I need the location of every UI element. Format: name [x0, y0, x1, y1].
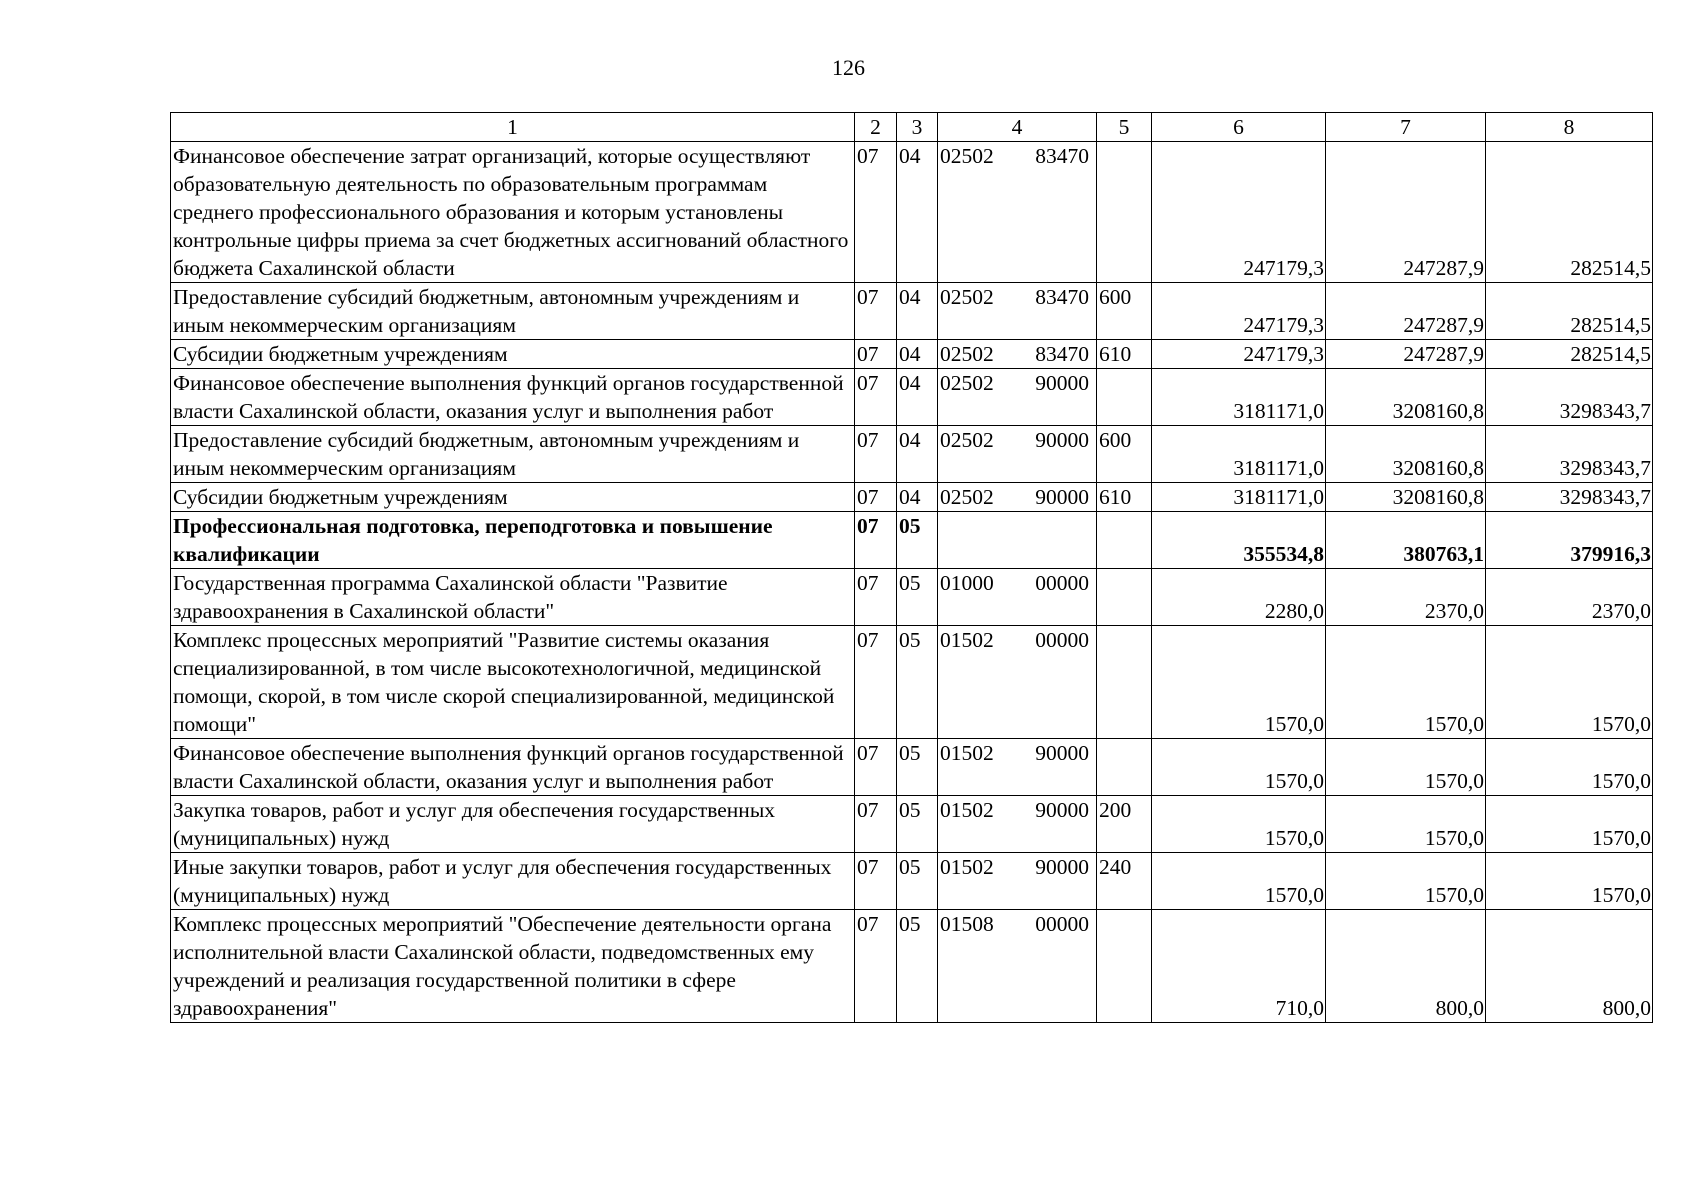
amount-col-8: 1570,0 — [1486, 796, 1653, 853]
target-article-direction: 90000 — [1035, 855, 1089, 879]
page-number: 126 — [832, 55, 865, 80]
amount-col-6: 2280,0 — [1152, 569, 1326, 626]
subsection-code: 05 — [897, 796, 938, 853]
amount-col-8: 282514,5 — [1486, 142, 1653, 283]
amount-col-6: 1570,0 — [1152, 626, 1326, 739]
target-article-code — [938, 853, 1097, 910]
section-code: 07 — [855, 910, 897, 1023]
target-article-code — [938, 626, 1097, 739]
amount-col-8: 1570,0 — [1486, 739, 1653, 796]
row-name: Финансовое обеспечение выполнения функций органов государственной власти Сахалинской области, оказания услуг и выполнения работ — [171, 739, 855, 796]
section-code: 07 — [855, 283, 897, 340]
column-header-5: 5 — [1097, 113, 1152, 142]
table-row — [171, 796, 1653, 853]
row-name: Комплекс процессных мероприятий "Развитие системы оказания специализированной, в том числе высокотехнологичной, медицинской помощи, скорой, в том числе скорой специализированной, медицинской помощи" — [171, 626, 855, 739]
expense-type-code: 600 — [1097, 426, 1152, 483]
table-row — [171, 910, 1653, 1023]
target-article-direction: 90000 — [1035, 741, 1089, 765]
row-name: Закупка товаров, работ и услуг для обеспечения государственных (муниципальных) нужд — [171, 796, 855, 853]
target-article-program: 02502 — [940, 428, 994, 452]
target-article-direction: 83470 — [1035, 285, 1089, 309]
target-article-code — [938, 796, 1097, 853]
column-header-4: 4 — [938, 113, 1097, 142]
subsection-code: 04 — [897, 426, 938, 483]
subsection-code: 05 — [897, 626, 938, 739]
amount-col-6: 3181171,0 — [1152, 426, 1326, 483]
target-article-program: 02502 — [940, 144, 994, 168]
target-article-code — [938, 142, 1097, 283]
section-code: 07 — [855, 512, 897, 569]
section-code: 07 — [855, 739, 897, 796]
amount-col-7: 800,0 — [1326, 910, 1486, 1023]
target-article-program: 02502 — [940, 285, 994, 309]
target-article-program: 01502 — [940, 741, 994, 765]
expense-type-code — [1097, 910, 1152, 1023]
expense-type-code — [1097, 142, 1152, 283]
table-row — [171, 426, 1653, 483]
subsection-code: 05 — [897, 910, 938, 1023]
row-name: Комплекс процессных мероприятий "Обеспечение деятельности органа исполнительной власти Сахалинской области, подведомственных ему учреждений и реализация государственной политики в сфере здравоохранения" — [171, 910, 855, 1023]
expense-type-code — [1097, 626, 1152, 739]
row-name: Финансовое обеспечение затрат организаций, которые осуществляют образовательную деятельность по образовательным программам среднего профессионального образования и которым установлены контрольные цифры приема за счет бюджетных ассигнований областного бюджета Сахалинской области — [171, 142, 855, 283]
target-article-code — [938, 569, 1097, 626]
budget-table — [170, 112, 1653, 1023]
row-name: Государственная программа Сахалинской области "Развитие здравоохранения в Сахалинской области" — [171, 569, 855, 626]
amount-col-8: 800,0 — [1486, 910, 1653, 1023]
table-row — [171, 512, 1653, 569]
amount-col-7: 247287,9 — [1326, 142, 1486, 283]
row-name: Субсидии бюджетным учреждениям — [171, 340, 855, 369]
table-row — [171, 569, 1653, 626]
amount-col-7: 247287,9 — [1326, 283, 1486, 340]
expense-type-code — [1097, 369, 1152, 426]
target-article-program: 02502 — [940, 342, 994, 366]
expense-type-code — [1097, 512, 1152, 569]
subsection-code: 04 — [897, 283, 938, 340]
amount-col-6: 247179,3 — [1152, 340, 1326, 369]
table-row — [171, 369, 1653, 426]
table-row — [171, 483, 1653, 512]
column-header-1: 1 — [171, 113, 855, 142]
target-article-program: 01000 — [940, 571, 994, 595]
column-header-2: 2 — [855, 113, 897, 142]
table-row — [171, 739, 1653, 796]
amount-col-6: 3181171,0 — [1152, 369, 1326, 426]
target-article-direction: 90000 — [1035, 485, 1089, 509]
amount-col-7: 1570,0 — [1326, 626, 1486, 739]
target-article-program: 02502 — [940, 485, 994, 509]
target-article-direction: 00000 — [1035, 912, 1089, 936]
table-header-row — [171, 113, 1653, 142]
row-name: Субсидии бюджетным учреждениям — [171, 483, 855, 512]
table-row — [171, 626, 1653, 739]
amount-col-8: 3298343,7 — [1486, 426, 1653, 483]
expense-type-code: 610 — [1097, 483, 1152, 512]
amount-col-8: 1570,0 — [1486, 626, 1653, 739]
amount-col-7: 3208160,8 — [1326, 369, 1486, 426]
amount-col-8: 282514,5 — [1486, 340, 1653, 369]
row-name: Профессиональная подготовка, переподготовка и повышение квалификации — [171, 512, 855, 569]
target-article-program: 01502 — [940, 628, 994, 652]
target-article-direction: 00000 — [1035, 628, 1089, 652]
row-name: Предоставление субсидий бюджетным, автономным учреждениям и иным некоммерческим организациям — [171, 426, 855, 483]
amount-col-6: 3181171,0 — [1152, 483, 1326, 512]
row-name: Финансовое обеспечение выполнения функций органов государственной власти Сахалинской области, оказания услуг и выполнения работ — [171, 369, 855, 426]
target-article-direction: 90000 — [1035, 371, 1089, 395]
target-article-code — [938, 512, 1097, 569]
table-row — [171, 853, 1653, 910]
target-article-code — [938, 483, 1097, 512]
target-article-program: 01508 — [940, 912, 994, 936]
target-article-direction: 90000 — [1035, 428, 1089, 452]
column-header-7: 7 — [1326, 113, 1486, 142]
table-row — [171, 283, 1653, 340]
amount-col-6: 247179,3 — [1152, 283, 1326, 340]
subsection-code: 04 — [897, 142, 938, 283]
amount-col-7: 380763,1 — [1326, 512, 1486, 569]
section-code: 07 — [855, 369, 897, 426]
subsection-code: 04 — [897, 483, 938, 512]
section-code: 07 — [855, 796, 897, 853]
target-article-program: 01502 — [940, 798, 994, 822]
target-article-program: 02502 — [940, 371, 994, 395]
amount-col-7: 1570,0 — [1326, 739, 1486, 796]
section-code: 07 — [855, 483, 897, 512]
amount-col-7: 247287,9 — [1326, 340, 1486, 369]
expense-type-code — [1097, 569, 1152, 626]
row-name: Иные закупки товаров, работ и услуг для обеспечения государственных (муниципальных) нужд — [171, 853, 855, 910]
target-article-code — [938, 283, 1097, 340]
target-article-code — [938, 739, 1097, 796]
section-code: 07 — [855, 340, 897, 369]
amount-col-6: 710,0 — [1152, 910, 1326, 1023]
target-article-code — [938, 340, 1097, 369]
expense-type-code — [1097, 739, 1152, 796]
target-article-direction: 83470 — [1035, 342, 1089, 366]
subsection-code: 05 — [897, 512, 938, 569]
section-code: 07 — [855, 569, 897, 626]
target-article-direction: 90000 — [1035, 798, 1089, 822]
section-code: 07 — [855, 626, 897, 739]
column-header-6: 6 — [1152, 113, 1326, 142]
expense-type-code: 200 — [1097, 796, 1152, 853]
amount-col-6: 247179,3 — [1152, 142, 1326, 283]
expense-type-code: 600 — [1097, 283, 1152, 340]
amount-col-8: 282514,5 — [1486, 283, 1653, 340]
amount-col-7: 1570,0 — [1326, 796, 1486, 853]
amount-col-8: 1570,0 — [1486, 853, 1653, 910]
amount-col-8: 379916,3 — [1486, 512, 1653, 569]
amount-col-8: 2370,0 — [1486, 569, 1653, 626]
subsection-code: 05 — [897, 853, 938, 910]
column-header-3: 3 — [897, 113, 938, 142]
amount-col-7: 2370,0 — [1326, 569, 1486, 626]
target-article-code — [938, 369, 1097, 426]
section-code: 07 — [855, 426, 897, 483]
target-article-code — [938, 426, 1097, 483]
amount-col-8: 3298343,7 — [1486, 369, 1653, 426]
expense-type-code: 610 — [1097, 340, 1152, 369]
subsection-code: 04 — [897, 369, 938, 426]
amount-col-8: 3298343,7 — [1486, 483, 1653, 512]
section-code: 07 — [855, 853, 897, 910]
target-article-program: 01502 — [940, 855, 994, 879]
amount-col-7: 3208160,8 — [1326, 426, 1486, 483]
row-name: Предоставление субсидий бюджетным, автономным учреждениям и иным некоммерческим организациям — [171, 283, 855, 340]
subsection-code: 04 — [897, 340, 938, 369]
amount-col-6: 1570,0 — [1152, 853, 1326, 910]
amount-col-6: 1570,0 — [1152, 739, 1326, 796]
target-article-direction: 83470 — [1035, 144, 1089, 168]
section-code: 07 — [855, 142, 897, 283]
amount-col-6: 355534,8 — [1152, 512, 1326, 569]
amount-col-7: 1570,0 — [1326, 853, 1486, 910]
column-header-8: 8 — [1486, 113, 1653, 142]
table-row — [171, 340, 1653, 369]
amount-col-7: 3208160,8 — [1326, 483, 1486, 512]
table-row — [171, 142, 1653, 283]
subsection-code: 05 — [897, 569, 938, 626]
subsection-code: 05 — [897, 739, 938, 796]
expense-type-code: 240 — [1097, 853, 1152, 910]
target-article-direction: 00000 — [1035, 571, 1089, 595]
target-article-code — [938, 910, 1097, 1023]
amount-col-6: 1570,0 — [1152, 796, 1326, 853]
